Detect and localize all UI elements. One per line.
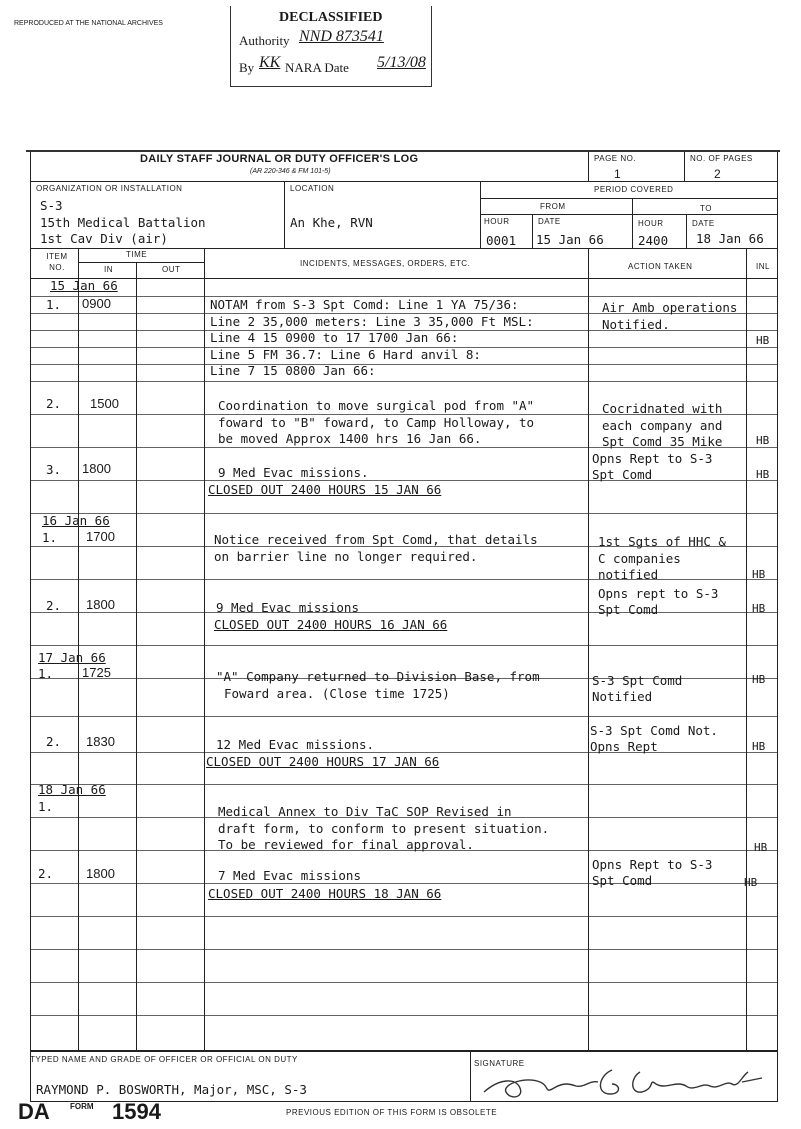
- entry-3-time: 1800: [82, 461, 111, 476]
- entry-9-action-2: Spt Comd: [592, 873, 653, 888]
- entry-1-action-2: Notified.: [602, 317, 670, 332]
- entry-2-initials: HB: [756, 434, 770, 447]
- to-date-value: 18 Jan 66: [696, 231, 764, 246]
- entry-1-line-4: Line 5 FM 36.7: Line 6 Hard anvil 8:: [210, 347, 481, 362]
- entry-5-action-1: Opns rept to S-3: [598, 586, 719, 601]
- entry-2-action-3: Spt Comd 35 Mike: [602, 434, 723, 449]
- no-pages-label: NO. OF PAGES: [690, 154, 753, 163]
- entry-4-line-1: Notice received from Spt Comd, that details: [214, 532, 538, 547]
- entry-7-item: 2.: [46, 734, 62, 749]
- from-date-value: 15 Jan 66: [536, 232, 604, 247]
- declassification-stamp: [230, 6, 432, 87]
- to-label: TO: [700, 204, 712, 213]
- entry-5-time: 1800: [86, 597, 115, 612]
- entry-7-action-1: S-3 Spt Comd Not.: [590, 723, 718, 738]
- entry-6-line-2: Foward area. (Close time 1725): [224, 686, 450, 701]
- entry-2-action-2: each company and: [602, 418, 723, 433]
- entry-7-action-2: Opns Rept: [590, 739, 658, 754]
- date-heading-16-jan: 16 Jan 66: [42, 513, 110, 528]
- entry-4-action-2: C companies: [598, 551, 681, 566]
- entry-1-line-2: Line 2 35,000 meters: Line 3 35,000 Ft MSL:: [210, 314, 534, 329]
- by-label: By: [239, 60, 255, 75]
- form-word: FORM: [70, 1102, 94, 1111]
- entry-4-action-3: notified: [598, 567, 659, 582]
- entry-5-line-1: 9 Med Evac missions: [216, 600, 359, 615]
- previous-edition-note: PREVIOUS EDITION OF THIS FORM IS OBSOLETE: [286, 1108, 498, 1117]
- entry-2-line-1: Coordination to move surgical pod from "A": [218, 398, 535, 413]
- org-line-3: 1st Cav Div (air): [40, 231, 168, 246]
- col-inl-header: INL: [756, 262, 770, 271]
- entry-6-item: 1.: [38, 666, 54, 681]
- to-hour-label: HOUR: [638, 219, 664, 228]
- entry-4-line-2: on barrier line no longer required.: [214, 549, 478, 564]
- entry-9-initials: HB: [744, 876, 758, 889]
- entry-6-time: 1725: [82, 665, 111, 680]
- from-hour-label: HOUR: [484, 217, 510, 226]
- entry-8-initials: HB: [754, 841, 768, 854]
- date-heading-15-jan: 15 Jan 66: [50, 278, 118, 293]
- col-out-header: OUT: [162, 265, 181, 274]
- archive-reproduced-note: REPRODUCED AT THE NATIONAL ARCHIVES: [14, 20, 163, 27]
- to-hour-value: 2400: [638, 233, 669, 248]
- entry-6-action-2: Notified: [592, 689, 653, 704]
- entry-5-item: 2.: [46, 598, 62, 613]
- form-number: 1594: [112, 1099, 161, 1124]
- form-title: DAILY STAFF JOURNAL OR DUTY OFFICER'S LOG: [140, 153, 419, 165]
- from-label: FROM: [540, 202, 566, 211]
- entry-7-time: 1830: [86, 734, 115, 749]
- entry-2-item: 2.: [46, 396, 62, 411]
- nara-date-value: 5/13/08: [377, 54, 426, 71]
- period-label: PERIOD COVERED: [594, 185, 674, 194]
- signature-label: SIGNATURE: [474, 1059, 525, 1068]
- entry-7-line-1: 12 Med Evac missions.: [216, 737, 375, 752]
- entry-8-line-3: To be reviewed for final approval.: [218, 837, 474, 852]
- entry-9-line-1: 7 Med Evac missions: [218, 868, 361, 883]
- entry-7-line-2: CLOSED OUT 2400 HOURS 17 JAN 66: [206, 754, 440, 769]
- entry-2-line-2: foward to "B" foward, to Camp Holloway, to: [218, 415, 535, 430]
- entry-3-initials: HB: [756, 468, 770, 481]
- entry-1-line-1: NOTAM from S-3 Spt Comd: Line 1 YA 75/36:: [210, 297, 519, 312]
- entry-6-line-1: "A" Company returned to Division Base, from: [216, 669, 540, 684]
- entry-1-action-1: Air Amb operations: [602, 300, 738, 315]
- org-line-1: S-3: [40, 198, 63, 213]
- location-label: LOCATION: [290, 184, 335, 193]
- entry-5-initials: HB: [752, 602, 766, 615]
- entry-3-line-1: 9 Med Evac missions.: [218, 465, 369, 480]
- entry-8-line-1: Medical Annex to Div TaC SOP Revised in: [218, 804, 512, 819]
- typed-name-label: TYPED NAME AND GRADE OF OFFICER OR OFFICIAL ON DUTY: [30, 1055, 298, 1064]
- no-pages-value: 2: [714, 167, 721, 181]
- col-time-header: TIME: [126, 250, 148, 259]
- from-date-label: DATE: [538, 217, 561, 226]
- entry-4-action-1: 1st Sgts of HHC &: [598, 534, 726, 549]
- location-value: An Khe, RVN: [290, 215, 373, 230]
- entry-3-action-2: Spt Comd: [592, 467, 653, 482]
- entry-3-item: 3.: [46, 462, 62, 477]
- entry-2-action-1: Cocridnated with: [602, 401, 723, 416]
- declassified-heading: DECLASSIFIED: [279, 10, 383, 25]
- entry-1-item: 1.: [46, 297, 62, 312]
- typed-name-value: RAYMOND P. BOSWORTH, Major, MSC, S-3: [36, 1082, 307, 1097]
- col-item-header: ITEM NO.: [46, 252, 68, 272]
- entry-9-line-2: CLOSED OUT 2400 HOURS 18 JAN 66: [208, 886, 442, 901]
- form-subtitle: (AR 220-346 & FM 101-5): [250, 168, 331, 175]
- entry-2-time: 1500: [90, 396, 119, 411]
- entry-8-line-2: draft form, to conform to present situation.: [218, 821, 550, 836]
- entry-9-time: 1800: [86, 866, 115, 881]
- entry-1-line-3: Line 4 15 0900 to 17 1700 Jan 66:: [210, 330, 459, 345]
- entry-3-line-2: CLOSED OUT 2400 HOURS 15 JAN 66: [208, 482, 442, 497]
- entry-3-action-1: Opns Rept to S-3: [592, 451, 713, 466]
- authority-value: NND 873541: [299, 28, 384, 45]
- col-action-header: ACTION TAKEN: [628, 262, 693, 271]
- from-hour-value: 0001: [486, 233, 517, 248]
- entry-4-time: 1700: [86, 529, 115, 544]
- entry-4-item: 1.: [42, 530, 58, 545]
- entry-5-action-2: Spt Comd: [598, 602, 659, 617]
- entry-6-initials: HB: [752, 673, 766, 686]
- date-heading-17-jan: 17 Jan 66: [38, 650, 106, 665]
- form-id: DA: [18, 1099, 50, 1124]
- to-date-label: DATE: [692, 219, 715, 228]
- col-in-header: IN: [104, 265, 113, 274]
- org-label: ORGANIZATION OR INSTALLATION: [36, 184, 183, 193]
- authority-label: Authority: [239, 33, 290, 48]
- entry-6-action-1: S-3 Spt Comd: [592, 673, 683, 688]
- entry-1-initials: HB: [756, 334, 770, 347]
- entry-1-line-5: Line 7 15 0800 Jan 66:: [210, 363, 376, 378]
- entry-8-item: 1.: [38, 799, 54, 814]
- entry-9-item: 2.: [38, 866, 54, 881]
- page-no-value: 1: [614, 167, 621, 181]
- entry-4-initials: HB: [752, 568, 766, 581]
- entry-5-line-2: CLOSED OUT 2400 HOURS 16 JAN 66: [214, 617, 448, 632]
- org-line-2: 15th Medical Battalion: [40, 215, 206, 230]
- col-incidents-header: INCIDENTS, MESSAGES, ORDERS, ETC.: [300, 259, 471, 268]
- entry-1-time: 0900: [82, 296, 111, 311]
- by-value: KK: [259, 54, 281, 71]
- entry-2-line-3: be moved Approx 1400 hrs 16 Jan 66.: [218, 431, 482, 446]
- date-heading-18-jan: 18 Jan 66: [38, 782, 106, 797]
- nara-date-label: NARA Date: [285, 60, 349, 75]
- page-no-label: PAGE NO.: [594, 154, 637, 163]
- entry-9-action-1: Opns Rept to S-3: [592, 857, 713, 872]
- signature-image: [480, 1058, 770, 1104]
- entry-7-initials: HB: [752, 740, 766, 753]
